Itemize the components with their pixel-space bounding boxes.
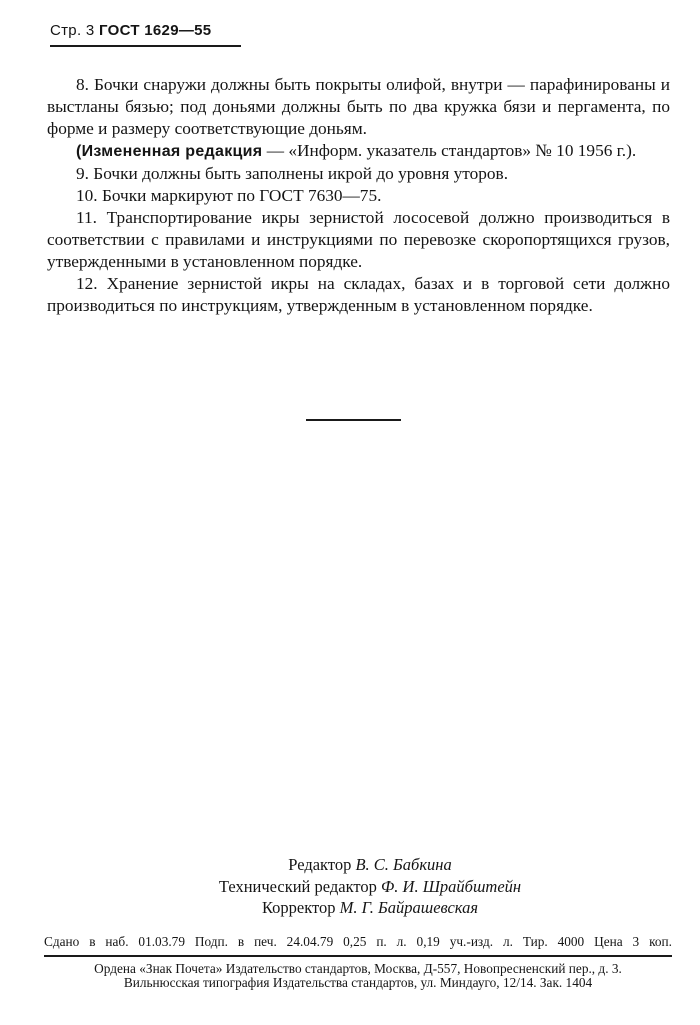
clause-12 <box>47 273 670 317</box>
header-rule <box>50 45 241 47</box>
credits-block <box>180 854 560 919</box>
clause-8 <box>47 74 670 140</box>
section-divider <box>306 419 401 421</box>
tech-editor-name: Ф. И. Шрайбштейн <box>381 876 522 896</box>
document-body <box>47 74 670 317</box>
imprint-rule <box>44 955 672 957</box>
amendment-label: (Измененная редакция <box>76 143 263 160</box>
tech-editor-line: Технический редактор Ф. И. Шрайбштейн <box>218 876 522 896</box>
publisher-info <box>40 962 676 990</box>
proofreader-line: Корректор М. Г. Байрашевская <box>261 898 479 917</box>
proofreader-name: М. Г. Байрашевская <box>339 898 479 917</box>
page-number: Стр. 3 <box>50 22 95 39</box>
clause-text: Бочки снаружи должны быть покрыты олифой, внутри — парафинированы и выстланы бязью; под доньями должны быть по два кружка бязи и пергамента, по форме и размеру соответствующие доньям. <box>47 75 670 138</box>
clause-number: 10. <box>76 186 98 205</box>
clause-number: 11. <box>76 208 97 227</box>
clause-11 <box>47 207 670 273</box>
clause-9 <box>47 163 670 185</box>
clause-text: Транспортирование икры зернистой лососевой должно производиться в соответствии с правилами и инструкциями по перевозке скоропортящихся грузов, утвержденными в установленном порядке. <box>47 208 671 271</box>
page-header <box>50 22 240 47</box>
publisher-line-2: Вильнюсская типография Издательства стандартов, ул. Миндауго, 12/14. Зак. 1404 <box>123 975 593 990</box>
clause-text: Бочки должны быть заполнены икрой до уровня уторов. <box>93 164 509 183</box>
clause-number: 12. <box>76 274 98 293</box>
clause-text: Бочки маркируют по ГОСТ 7630—75. <box>101 186 382 205</box>
amendment-source: — «Информ. указатель стандартов» № 10 1956 г.). <box>262 141 637 160</box>
clause-text: Хранение зернистой икры на складах, базах и в торговой сети должно производиться по инструкциям, утвержденным в установленном порядке. <box>47 274 671 315</box>
editor-name: В. С. Бабкина <box>355 855 452 874</box>
clause-number: 9. <box>76 164 89 183</box>
amendment-note <box>47 140 670 163</box>
publisher-line-1: Ордена «Знак Почета» Издательство стандартов, Москва, Д-557, Новопресненский пер., д. 3. <box>94 961 622 976</box>
clause-number: 8. <box>76 75 89 94</box>
editor-line: Редактор В. С. Бабкина <box>288 855 452 874</box>
clause-10 <box>47 185 670 207</box>
standard-id: ГОСТ 1629—55 <box>99 22 212 39</box>
print-imprint: Сдано в наб. 01.03.79 Подп. в печ. 24.04.79 0,25 п. л. 0,19 уч.-изд. л. Тир. 4000 Цена 3 коп. <box>44 934 672 949</box>
